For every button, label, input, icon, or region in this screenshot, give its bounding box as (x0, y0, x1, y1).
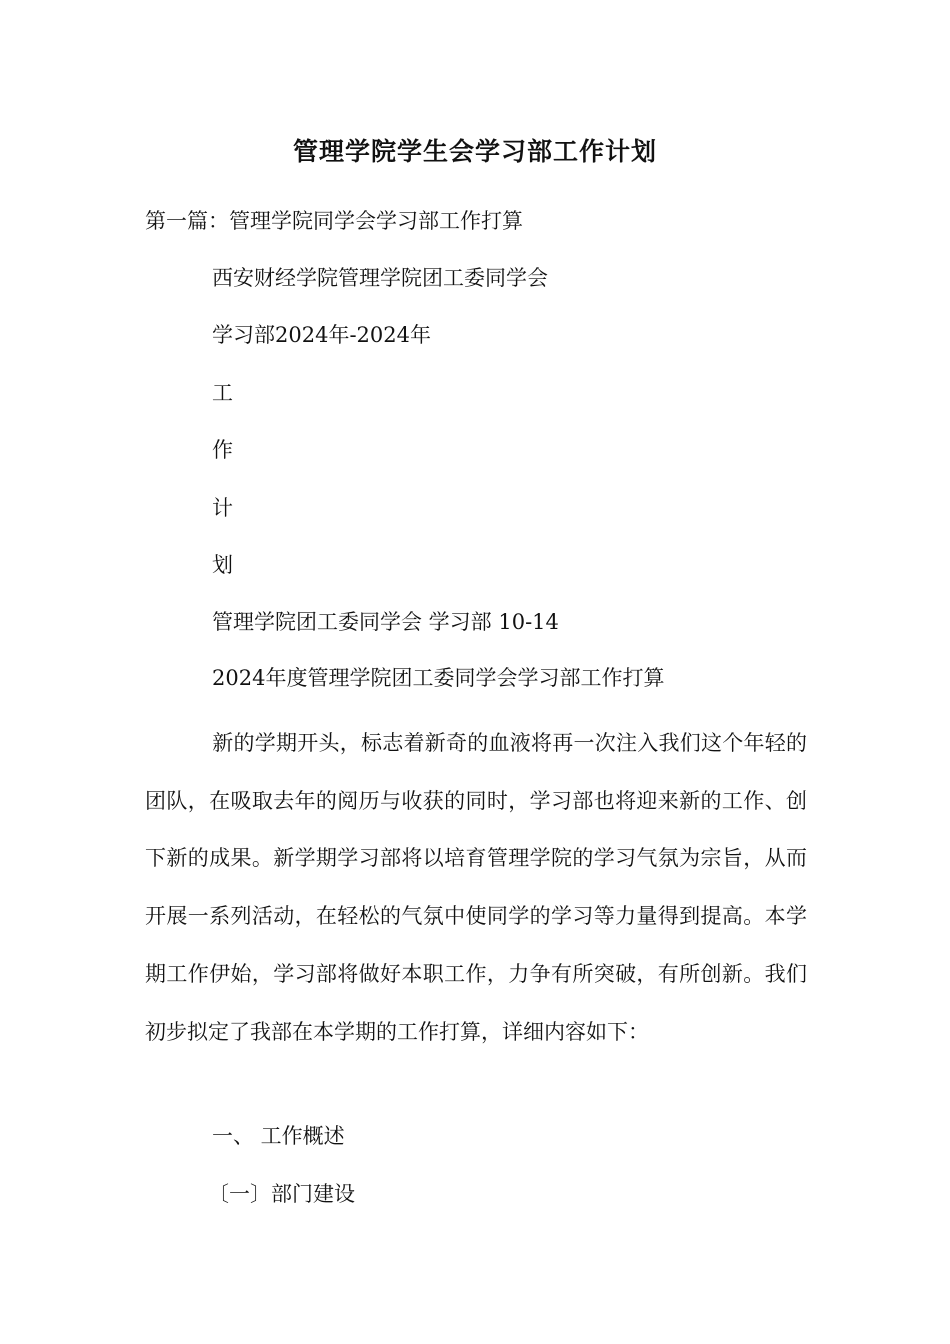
vertical-char-3: 计 (212, 496, 233, 520)
document-title: 管理学院学生会学习部工作计划 (292, 137, 657, 166)
signature-line: 管理学院团工委同学会 学习部 10-14 (212, 610, 559, 634)
organization-line: 西安财经学院管理学院团工委同学会 (212, 266, 548, 290)
vertical-char-4: 划 (212, 553, 233, 577)
vertical-char-2: 作 (212, 438, 233, 462)
subsection-heading: 〔一〕部门建设 (208, 1182, 355, 1206)
period-line: 学习部2024年-2024年 (212, 323, 431, 347)
intro-paragraph-text: 新的学期开头，标志着新奇的血液将再一次注入我们这个年轻的团队，在吸取去年的阅历与收获的同时，学习部也将迎来新的工作、创下新的成果。新学期学习部将以培育管理学院的学习气氛为宗旨，从而开展一系列活动，在轻松的气氛中使同学的学习等力量得到提高。本学期工作伊始，学习部将做好本职工作，力争有所突破，有所创新。我们初步拟定了我部在本学期的工作打算，详细内容如下： (145, 731, 807, 1044)
chapter-heading: 第一篇：管理学院同学会学习部工作打算 (145, 209, 523, 233)
section-heading: 一、 工作概述 (212, 1124, 345, 1148)
intro-paragraph (145, 715, 807, 1061)
vertical-char-1: 工 (212, 381, 233, 405)
sub-title: 2024年度管理学院团工委同学会学习部工作打算 (212, 666, 665, 690)
